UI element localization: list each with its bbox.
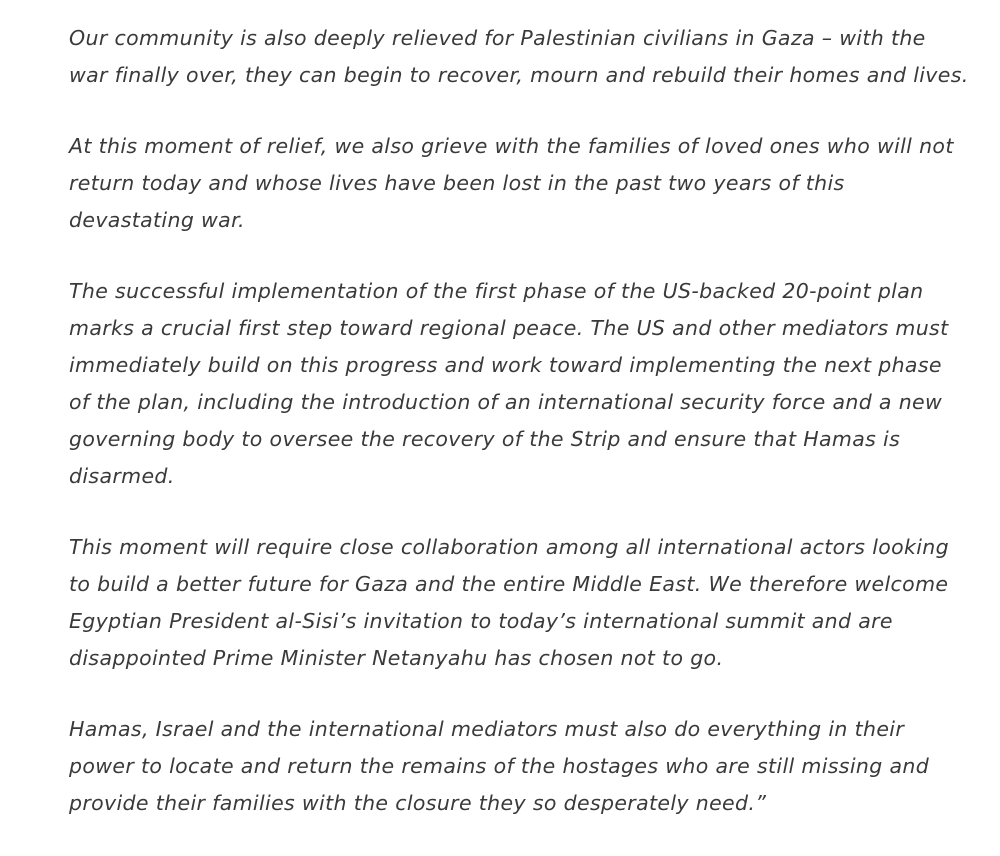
text-line: Egyptian President al-Sisi’s invitation to today’s international summit and are	[69, 609, 893, 633]
text-line: immediately build on this progress and work toward implementing the next phase	[69, 353, 942, 377]
text-line: war finally over, they can begin to recover, mourn and rebuild their homes and lives.	[69, 63, 969, 87]
text-line: marks a crucial first step toward regional peace. The US and other mediators must	[69, 316, 949, 340]
paragraph-collaboration	[69, 529, 949, 677]
text-line: power to locate and return the remains of the hostages who are still missing and	[69, 754, 930, 778]
paragraph-gaza-relief	[69, 20, 969, 94]
text-line: disarmed.	[69, 464, 175, 488]
text-line: return today and whose lives have been lost in the past two years of this	[69, 171, 845, 195]
text-line: Our community is also deeply relieved for Palestinian civilians in Gaza – with the	[69, 26, 926, 50]
text-line: At this moment of relief, we also grieve with the families of loved ones who will not	[69, 134, 954, 158]
text-line: of the plan, including the introduction of an international security force and a new	[69, 390, 943, 414]
article-body	[69, 20, 969, 856]
text-line: governing body to oversee the recovery of the Strip and ensure that Hamas is	[69, 427, 901, 451]
text-line: disappointed Prime Minister Netanyahu has chosen not to go.	[69, 646, 724, 670]
text-line: Hamas, Israel and the international mediators must also do everything in their	[69, 717, 905, 741]
paragraph-peace-plan	[69, 273, 949, 495]
text-line: The successful implementation of the first phase of the US-backed 20-point plan	[69, 279, 924, 303]
text-line: to build a better future for Gaza and the entire Middle East. We therefore welcome	[69, 572, 949, 596]
paragraph-hostages	[69, 711, 949, 822]
paragraph-grief	[69, 128, 954, 239]
text-line: devastating war.	[69, 208, 245, 232]
text-line: provide their families with the closure they so desperately need.”	[69, 791, 767, 815]
text-line: This moment will require close collaboration among all international actors looking	[69, 535, 949, 559]
